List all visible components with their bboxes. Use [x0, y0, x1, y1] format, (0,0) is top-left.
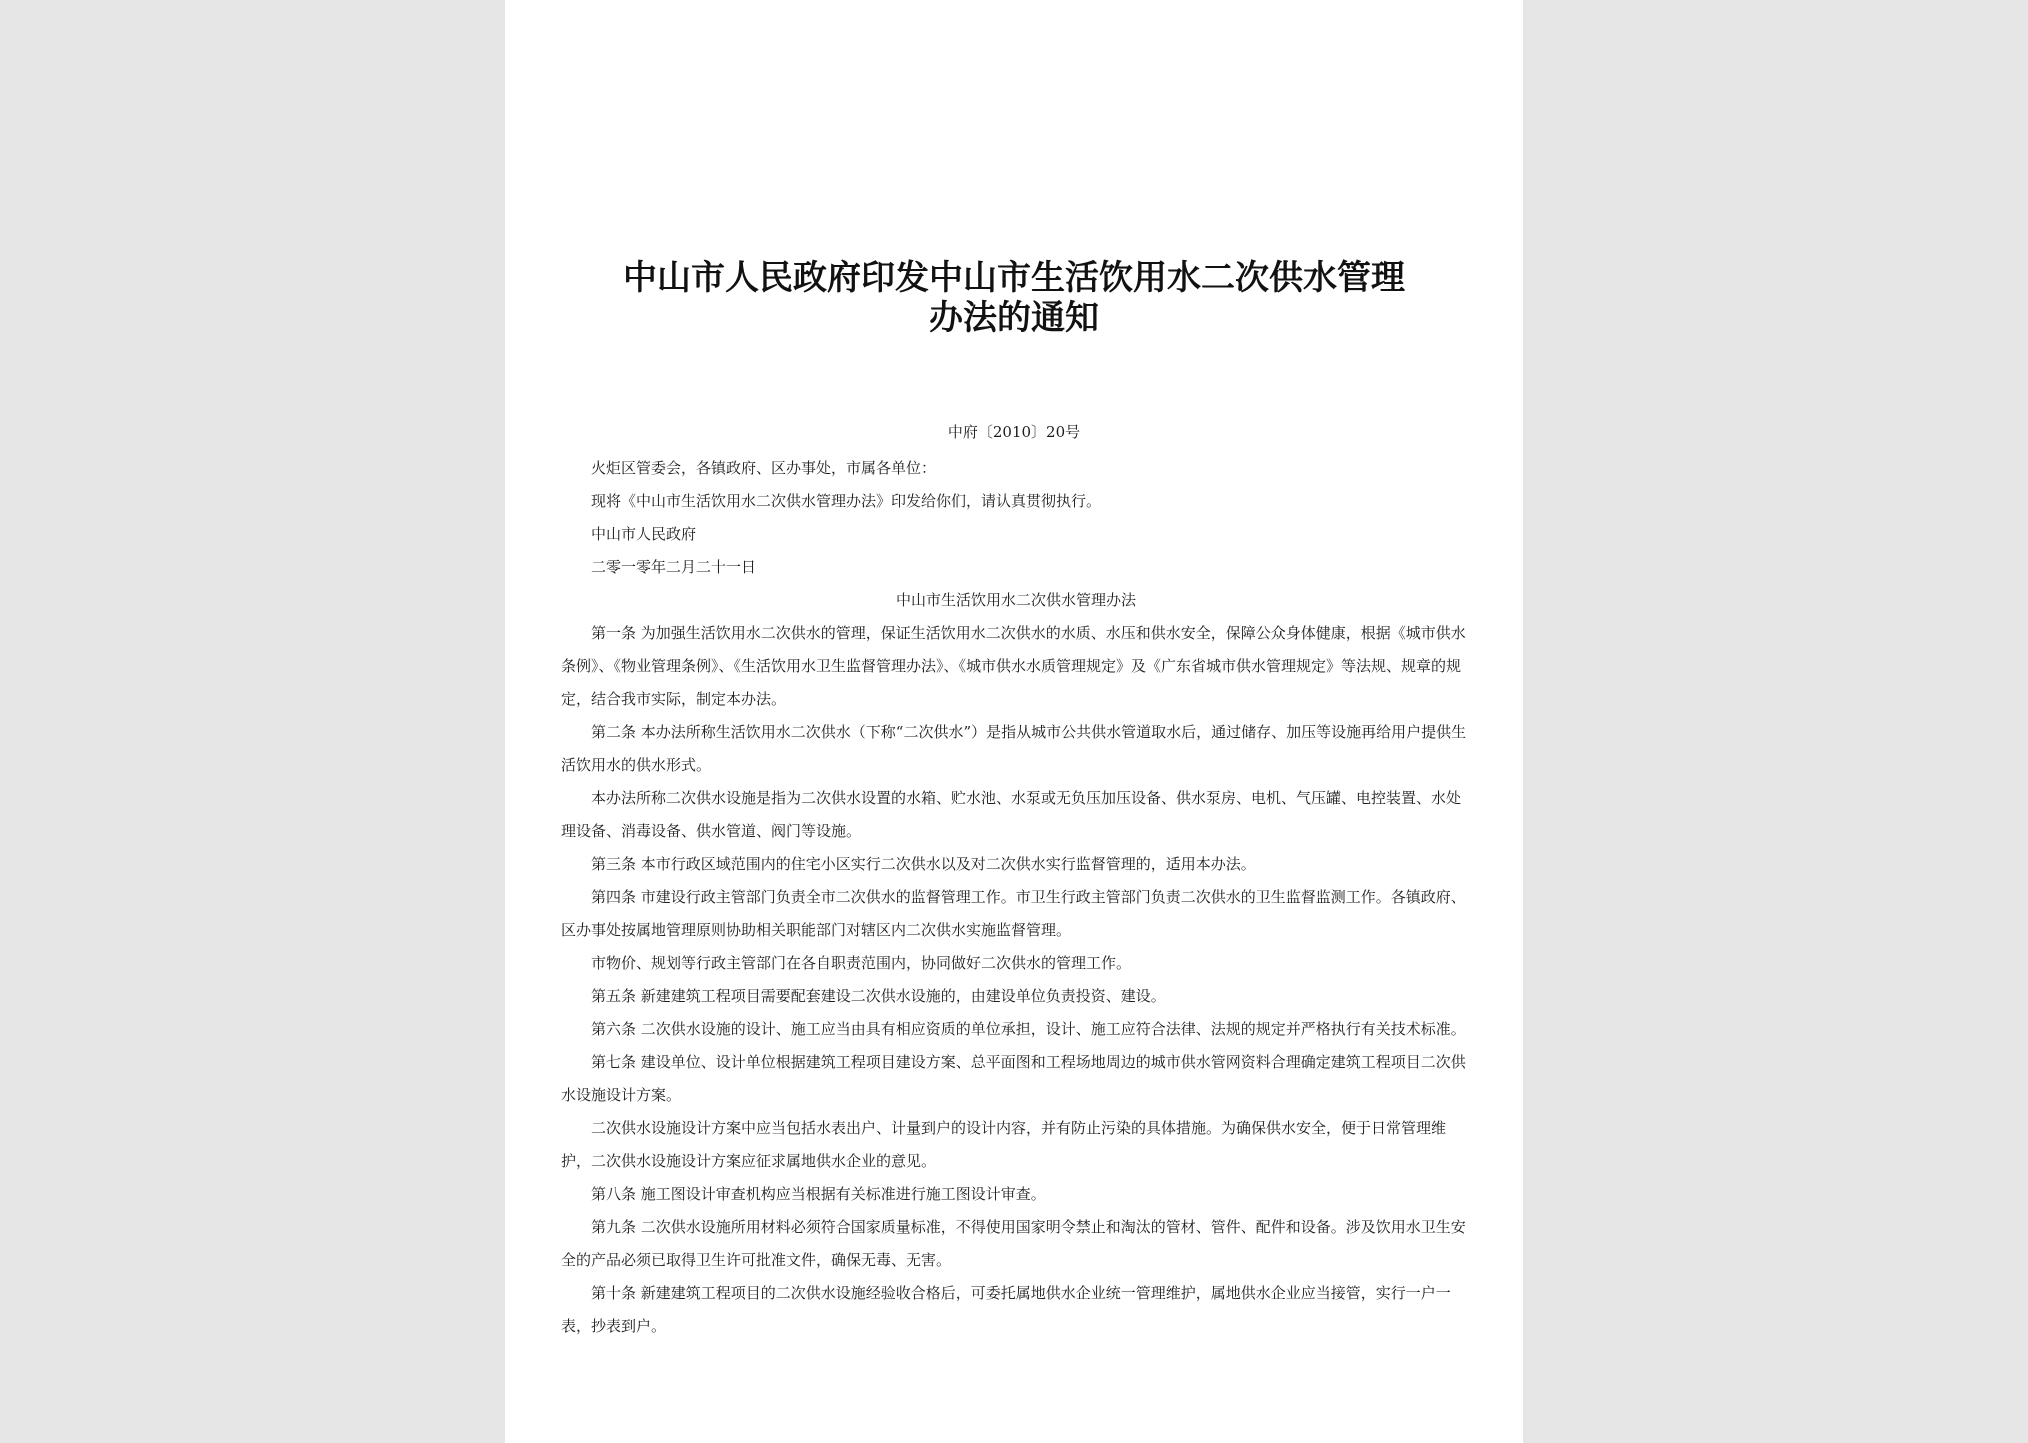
- article-paragraph: 第七条 建设单位、设计单位根据建筑工程项目建设方案、总平面图和工程场地周边的城市供水管网资料合理确定建筑工程项目二次供水设施设计方案。: [561, 1053, 1466, 1104]
- document-title-line-2: 办法的通知: [929, 298, 1099, 338]
- article-paragraph: 第八条 施工图设计审查机构应当根据有关标准进行施工图设计审查。: [591, 1185, 1046, 1203]
- issue-date: 二零一零年二月二十一日: [591, 558, 757, 576]
- article-paragraph: 本办法所称二次供水设施是指为二次供水设置的水箱、贮水池、水泵或无负压加压设备、供水泵房、电机、气压罐、电控装置、水处理设备、消毒设备、供水管道、阀门等设施。: [561, 789, 1462, 840]
- article-paragraph: 第四条 市建设行政主管部门负责全市二次供水的监督管理工作。市卫生行政主管部门负责二次供水的卫生监督监测工作。各镇政府、区办事处按属地管理原则协助相关职能部门对辖区内二次供水实施监督管理。: [561, 888, 1466, 939]
- document-body: [561, 452, 1471, 1343]
- article-paragraph: 市物价、规划等行政主管部门在各自职责范围内，协同做好二次供水的管理工作。: [591, 954, 1132, 972]
- measures-title: 中山市生活饮用水二次供水管理办法: [895, 591, 1136, 609]
- article-paragraph: 第十条 新建建筑工程项目的二次供水设施经验收合格后，可委托属地供水企业统一管理维护，属地供水企业应当接管，实行一户一表，抄表到户。: [561, 1284, 1451, 1335]
- document-page: [505, 0, 1523, 1443]
- article-paragraph: 第一条 为加强生活饮用水二次供水的管理，保证生活饮用水二次供水的水质、水压和供水安全，保障公众身体健康，根据《城市供水条例》、《物业管理条例》、《生活饮用水卫生监督管理办法》、《城市供水水质管理规定》及《广东省城市供水管理规定》等法规、规章的规定，结合我市实际，制定本办法。: [561, 624, 1466, 708]
- article-paragraph: 二次供水设施设计方案中应当包括水表出户、计量到户的设计内容，并有防止污染的具体措施。为确保供水安全，便于日常管理维护，二次供水设施设计方案应征求属地供水企业的意见。: [561, 1119, 1447, 1170]
- document-number: 中府〔2010〕20号: [947, 423, 1081, 441]
- article-paragraph: 第三条 本市行政区域范围内的住宅小区实行二次供水以及对二次供水实行监督管理的，适用本办法。: [591, 855, 1256, 873]
- article-paragraph: 第六条 二次供水设施的设计、施工应当由具有相应资质的单位承担，设计、施工应符合法律、法规的规定并严格执行有关技术标准。: [591, 1020, 1466, 1038]
- salutation: 火炬区管委会，各镇政府、区办事处，市属各单位：: [591, 459, 937, 477]
- issuer: 中山市人民政府: [591, 525, 697, 543]
- intro-paragraph: 现将《中山市生活饮用水二次供水管理办法》印发给你们，请认真贯彻执行。: [591, 492, 1102, 510]
- article-paragraph: 第五条 新建建筑工程项目需要配套建设二次供水设施的，由建设单位负责投资、建设。: [591, 987, 1166, 1005]
- article-paragraph: 第九条 二次供水设施所用材料必须符合国家质量标准，不得使用国家明令禁止和淘汰的管材、管件、配件和设备。涉及饮用水卫生安全的产品必须已取得卫生许可批准文件，确保无毒、无害。: [561, 1218, 1466, 1269]
- document-title-line-1: 中山市人民政府印发中山市生活饮用水二次供水管理: [623, 258, 1405, 298]
- article-paragraph: 第二条 本办法所称生活饮用水二次供水（下称“二次供水”）是指从城市公共供水管道取水后，通过储存、加压等设施再给用户提供生活饮用水的供水形式。: [561, 723, 1467, 774]
- document-title: [545, 258, 1483, 338]
